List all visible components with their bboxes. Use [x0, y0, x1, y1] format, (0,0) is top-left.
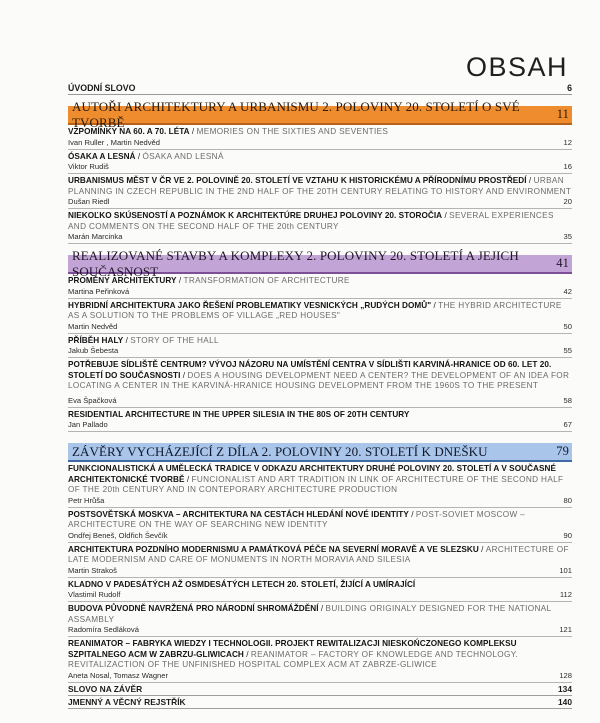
entry-author: Vlastimil Rudolf	[68, 590, 121, 599]
intro-page: 6	[567, 83, 572, 93]
toc-entry[interactable]: PROMĚNY ARCHITEKTURY / TRANSFORMATION OF ARCHITECTURE Martina Peřinková 42	[68, 274, 572, 299]
entry-title-en: FUNCIONALIST AND ART TRADITION IN LINK OF ARCHITECTURE OF THE SECOND HALF OF THE 20th CENTURY AND IN CONTEPORARY ARCHITECTURE PRODUCTION	[68, 474, 564, 494]
entry-page: 16	[563, 162, 572, 171]
table-of-contents	[68, 80, 572, 709]
entry-author: Martin Nedvěd	[68, 321, 118, 331]
toc-entry-intro[interactable]	[68, 80, 572, 95]
toc-entry[interactable]	[68, 578, 572, 603]
section-3	[68, 443, 572, 683]
entry-author: Viktor Rudiš	[68, 162, 109, 171]
entry-title-en: BUILDING ORIGINALY DESIGNED FOR THE NATIONAL ASSAMBLY	[68, 604, 552, 624]
entry-page: 20	[563, 197, 572, 206]
toc-entry[interactable]: POTŘEBUJE SÍDLIŠTĚ CENTRUM? VÝVOJ NÁZORU NA UMÍSTĚNÍ CENTRA V SÍDLIŠTI KARVINÁ-HRANICE OD 60. LET 20. STOLETÍ DO SOUČASNOSTI / DOES A HOUSING DEVELOPMENT NEED A CENTER? THE DEVELOPMENT OF AN IDEA FOR LOCATING A CENTER IN THE KARVINÁ-HRANICE HOUSING DEVELOPMENT FROM THE 1960S TO THE PRESENT Eva Špačková 58	[68, 358, 572, 408]
toc-entry[interactable]: FUNKCIONALISTICKÁ A UMĚLECKÁ TRADICE V ODKAZU ARCHITEKTURY DRUHÉ POLOVINY 20. STOLETÍ A V SOUČASNÉ ARCHITEKTONICKÉ TVORBĚ / FUNCIONALIST AND ART TRADITION IN LINK OF ARCHITECTURE OF THE SECOND HALF OF THE 20th CENTURY AND IN CONTEPORARY ARCHITECTURE PRODUCTION Petr Hrůša 80	[68, 462, 572, 508]
section-title: ZÁVĚRY VYCHÁZEJÍCÍ Z DÍLA 2. POLOVINY 20. STOLETÍ K DNEŠKU	[72, 443, 488, 459]
entry-title-cz: ARCHITEKTURA POZDNÍHO MODERNISMU A PAMÁTKOVÁ PÉČE NA SEVERNÍ MORAVĚ A VE SLEZSKU	[68, 544, 479, 554]
section-title: AUTOŘI ARCHITEKTURY A URBANISMU 2. POLOVINY 20. STOLETÍ O SVÉ TVORBĚ	[72, 98, 520, 130]
section-1	[68, 98, 572, 244]
entry-title-en: TRANSFORMATION OF ARCHITECTURE	[183, 276, 350, 285]
section-2	[68, 247, 572, 432]
entry-author: Marán Marcinka	[68, 232, 123, 241]
page-title: OBSAH	[466, 52, 569, 82]
toc-entry-closing[interactable]	[68, 683, 572, 696]
entry-page: 50	[563, 321, 572, 331]
entry-title-en: ARCHITECTURE OF LATE MODERNISM AND CARE OF MONUMENTS IN NORTH MORAVIA AND SILESIA	[68, 544, 569, 564]
entry-title-en: ÓSAKA AND LESNÁ	[142, 151, 224, 161]
entry-author: Eva Špačková	[68, 395, 117, 405]
entry-title-cz: NIEKOĽKO SKÚSENOSTÍ A POZNÁMOK K ARCHITEKTÚRE DRUHEJ POLOVINY 20. STOROČIA	[68, 211, 443, 220]
section-header[interactable]	[68, 247, 572, 279]
entry-title-cz: PŘÍBĚH HALY	[68, 335, 124, 345]
entry-author: Dušan Riedl	[68, 197, 110, 206]
toc-entry[interactable]: URBANISMUS MĚST V ČR VE 2. POLOVINĚ 20. STOLETÍ VE VZTAHU K HISTORICKÉMU A PŘÍRODNÍMU PROSTŘEDÍ / URBAN PLANNING IN CZECH REPUBLIC IN THE 2ND HALF OF THE 20TH CENTURY RELATING TO HISTORY AND ENVIRONMENT Dušan Riedl 20	[68, 174, 572, 209]
section-page: 41	[556, 256, 569, 270]
section-header[interactable]	[68, 443, 572, 460]
entry-author: Jakub Šebesta	[68, 346, 119, 355]
entry-page: 12	[563, 137, 572, 147]
entry-title-en: MEMORIES ON THE SIXTIES AND SEVENTIES	[196, 127, 389, 136]
entry-page: 67	[563, 420, 572, 429]
intro-label: ÚVODNÍ SLOVO	[68, 83, 136, 93]
entry-page: 101	[559, 565, 572, 575]
entry-author: Petr Hrůša	[68, 495, 105, 505]
entry-page: 90	[563, 530, 572, 540]
entry-title-cz: KLADNO V PADESÁTÝCH AŽ OSMDESÁTÝCH LETECH 20. STOLETÍ, ŽIJÍCÍ A UMÍRAJÍCÍ	[68, 579, 416, 589]
entry-title-cz: FUNKCIONALISTICKÁ A UMĚLECKÁ TRADICE V ODKAZU ARCHITEKTURY DRUHÉ POLOVINY 20. STOLETÍ A V SOUČASNÉ ARCHITEKTONICKÉ TVORBĚ	[68, 464, 556, 484]
entry-page: 55	[563, 346, 572, 355]
entry-page: 35	[563, 232, 572, 241]
entry-title-cz: ÓSAKA A LESNÁ	[68, 151, 136, 161]
entry-author: Aneta Nosal, Tomasz Wagner	[68, 670, 169, 680]
entry-title-en: URBAN PLANNING IN CZECH REPUBLIC IN THE 2ND HALF OF THE 20TH CENTURY RELATING TO HISTORY AND ENVIRONMENT	[68, 176, 572, 196]
entry-author: Ondřej Beneš, Oldřich Ševčík	[68, 530, 168, 540]
toc-entry[interactable]: BUDOVA PŮVODNĚ NAVRŽENÁ PRO NÁRODNÍ SHROMÁŽDĚNÍ / BUILDING ORIGINALY DESIGNED FOR THE NATIONAL ASSAMBLY Radomíra Sedláková 121	[68, 602, 572, 637]
entry-author: Radomíra Sedláková	[68, 625, 139, 634]
entry-title-cz: POSTSOVĚTSKÁ MOSKVA – ARCHITEKTURA NA CESTÁCH HLEDÁNÍ NOVÉ IDENTITY	[68, 509, 409, 519]
toc-entry[interactable]: PŘÍBĚH HALY / STORY OF THE HALL Jakub Šebesta 55	[68, 334, 572, 359]
entry-title-en: THE HYBRID ARCHITECTURE AS A SOLUTION TO THE PROBLEMS OF VILLAGE „RED HOUSES"	[68, 300, 562, 320]
entry-page: 112	[559, 590, 572, 599]
entry-title-en: DOES A HOUSING DEVELOPMENT NEED A CENTER? THE DEVELOPMENT OF AN IDEA FOR LOCATING A CENTER IN THE KARVINÁ-HRANICE HOUSING DEVELOPMENT FROM THE 1960S TO THE PRESENT	[68, 370, 570, 390]
entry-author: Martin Strakoš	[68, 565, 117, 575]
section-page: 79	[556, 444, 569, 458]
entry-title-en: REANIMATOR – FACTORY OF KNOWLEDGE AND TECHNOLOGY. REVITALIZACTION OF THE UNFINISHED HOSPITAL COMPLEX ACM AT ZABRZE-GLIWICE	[68, 649, 519, 669]
toc-entry-index[interactable]	[68, 696, 572, 709]
closing-page: 134	[558, 683, 572, 694]
entry-page: 80	[563, 495, 572, 505]
entry-title-cz: REANIMATOR – FABRYKA WIEDZY I TECHNOLOGII. PROJEKT REWITALIZACJI NIESKOŃCZONEGO KOMPLEKSU SZPITALNEGO ACM W ZABRZU-GLIWICACH	[68, 639, 517, 659]
entry-page: 128	[559, 670, 572, 680]
entry-title-en: POST-SOVIET MOSCOW – ARCHITECTURE ON THE WAY OF SEARCHING NEW IDENTITY	[68, 509, 526, 529]
entry-page: 58	[563, 395, 572, 405]
entry-title-cz: VZPOMÍNKY NA 60. A 70. LÉTA	[68, 127, 190, 136]
entry-title-cz: HYBRIDNÍ ARCHITEKTURA JAKO ŘEŠENÍ PROBLEMATIKY VESNICKÝCH „RUDÝCH DOMŮ"	[68, 300, 432, 310]
entry-author: Martina Peřinková	[68, 286, 130, 296]
toc-entry[interactable]: ÓSAKA A LESNÁ / ÓSAKA AND LESNÁ Viktor Rudiš 16	[68, 150, 572, 175]
entry-title-cz: BUDOVA PŮVODNĚ NAVRŽENÁ PRO NÁRODNÍ SHROMÁŽDĚNÍ	[68, 604, 319, 613]
toc-entry[interactable]	[68, 408, 572, 433]
toc-entry[interactable]: ARCHITEKTURA POZDNÍHO MODERNISMU A PAMÁTKOVÁ PÉČE NA SEVERNÍ MORAVĚ A VE SLEZSKU / ARCHITECTURE OF LATE MODERNISM AND CARE OF MONUMENTS IN NORTH MORAVIA AND SILESIA Martin Strakoš 101	[68, 543, 572, 578]
entry-title-en: STORY OF THE HALL	[130, 335, 219, 345]
section-header[interactable]	[68, 98, 572, 130]
entry-title-cz: URBANISMUS MĚST V ČR VE 2. POLOVINĚ 20. STOLETÍ VE VZTAHU K HISTORICKÉMU A PŘÍRODNÍMU PROSTŘEDÍ	[68, 176, 527, 185]
toc-entry[interactable]: POSTSOVĚTSKÁ MOSKVA – ARCHITEKTURA NA CESTÁCH HLEDÁNÍ NOVÉ IDENTITY / POST-SOVIET MOSCOW – ARCHITECTURE ON THE WAY OF SEARCHING NEW IDENTITY Ondřej Beneš, Oldřich Ševčík 90	[68, 508, 572, 543]
index-label: JMENNÝ A VĚCNÝ REJSTŘÍK	[68, 696, 186, 707]
entry-title-cz: PROMĚNY ARCHITEKTURY	[68, 276, 177, 285]
index-page: 140	[558, 696, 572, 707]
toc-entry[interactable]: VZPOMÍNKY NA 60. A 70. LÉTA / MEMORIES ON THE SIXTIES AND SEVENTIES Ivan Ruller , Martin Nedvěd 12	[68, 125, 572, 150]
entry-page: 121	[559, 625, 572, 634]
entry-title-cz: POTŘEBUJE SÍDLIŠTĚ CENTRUM? VÝVOJ NÁZORU NA UMÍSTĚNÍ CENTRA V SÍDLIŠTI KARVINÁ-HRANICE OD 60. LET 20. STOLETÍ DO SOUČASNOSTI	[68, 360, 552, 380]
entry-title-en: SEVERAL EXPERIENCES AND COMMENTS ON THE SECOND HALF OF THE 20th CENTURY	[68, 211, 554, 231]
entry-author: Ivan Ruller , Martin Nedvěd	[68, 137, 161, 147]
toc-entry[interactable]: REANIMATOR – FABRYKA WIEDZY I TECHNOLOGII. PROJEKT REWITALIZACJI NIESKOŃCZONEGO KOMPLEKSU SZPITALNEGO ACM W ZABRZU-GLIWICACH / REANIMATOR – FACTORY OF KNOWLEDGE AND TECHNOLOGY. REVITALIZACTION OF THE UNFINISHED HOSPITAL COMPLEX ACM AT ZABRZE-GLIWICE Aneta Nosal, Tomasz Wagner 128	[68, 637, 572, 683]
section-title: REALIZOVANÉ STAVBY A KOMPLEXY 2. POLOVINY 20. STOLETÍ A JEJICH SOUČASNOST	[72, 247, 519, 279]
entry-page: 42	[563, 286, 572, 296]
closing-label: SLOVO NA ZÁVĚR	[68, 683, 143, 694]
toc-entry[interactable]: NIEKOĽKO SKÚSENOSTÍ A POZNÁMOK K ARCHITEKTÚRE DRUHEJ POLOVINY 20. STOROČIA / SEVERAL EXPERIENCES AND COMMENTS ON THE SECOND HALF OF THE 20th CENTURY Marán Marcinka 35	[68, 209, 572, 244]
toc-entry[interactable]: HYBRIDNÍ ARCHITEKTURA JAKO ŘEŠENÍ PROBLEMATIKY VESNICKÝCH „RUDÝCH DOMŮ" / THE HYBRID ARCHITECTURE AS A SOLUTION TO THE PROBLEMS OF VILLAGE „RED HOUSES" Martin Nedvěd 50	[68, 299, 572, 334]
entry-title-cz: RESIDENTIAL ARCHITECTURE IN THE UPPER SILESIA IN THE 80S OF 20TH CENTURY	[68, 409, 410, 419]
entry-author: Jan Pallado	[68, 420, 108, 429]
section-page: 11	[556, 107, 569, 121]
